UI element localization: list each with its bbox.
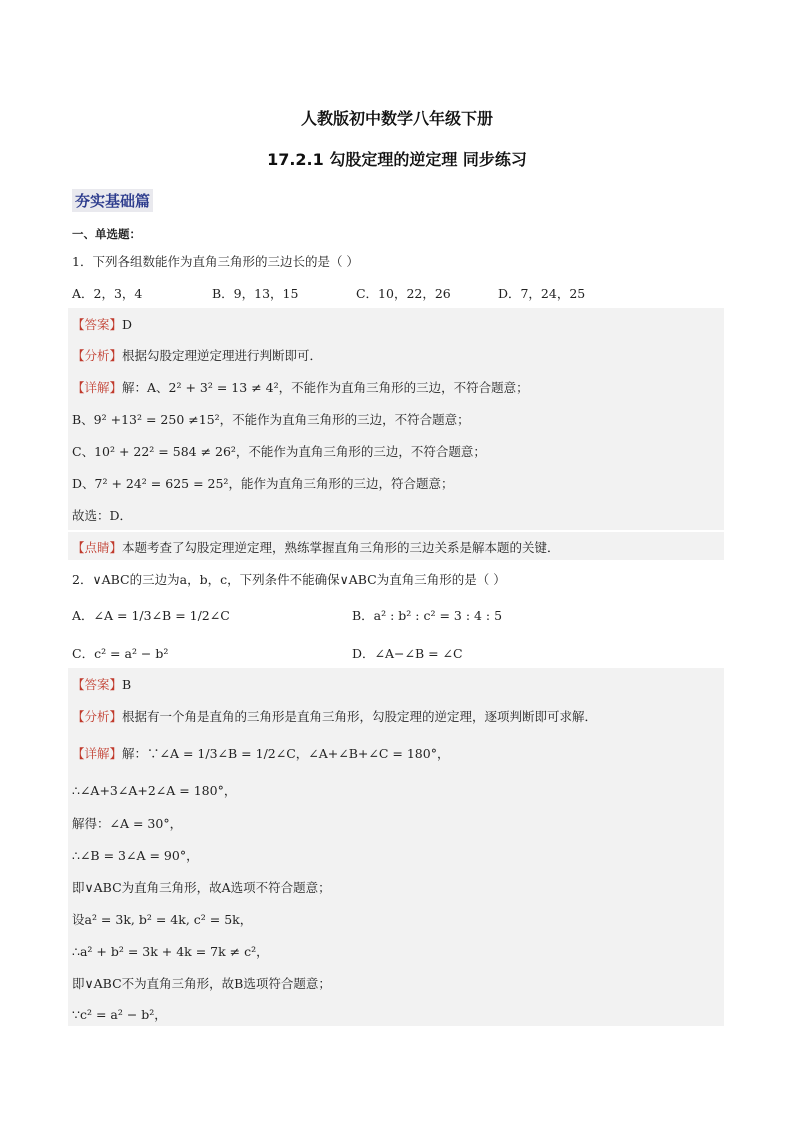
- q1-option-d: D．7，24，25: [497, 286, 586, 301]
- q1-analysis: 【分析】根据勾股定理逆定理进行判断即可．: [72, 348, 323, 363]
- q2-analysis: 【分析】根据有一个角是直角的三角形是直角三角形，勾股定理的逆定理，逐项判断即可求解．: [72, 709, 598, 724]
- question-1-options: [72, 284, 585, 302]
- question-2-stem: 2．∨ABC的三边为a，b，c，下列条件不能确保∨ABC为直角三角形的是（ ）: [72, 572, 506, 587]
- q2-detail-line: 设a² = 3k, b² = 4k, c² = 5k，: [72, 912, 253, 927]
- q1-answer: 【答案】D: [72, 317, 133, 332]
- document-subtitle: 17.2.1 勾股定理的逆定理 同步练习: [267, 150, 527, 169]
- q2-option-d: D．∠A−∠B = ∠C: [351, 646, 463, 661]
- part-label: 一、单选题：: [72, 227, 141, 241]
- q1-option-a: A．2，3，4: [72, 286, 143, 301]
- q2-detail-line: 即∨ABC不为直角三角形，故B选项符合题意；: [72, 976, 331, 991]
- q1-option-c: C．10，22，26: [355, 286, 451, 301]
- q2-detail-line: ∵c² = a² − b²，: [72, 1007, 167, 1022]
- question-2-options-row2: [72, 644, 463, 662]
- q2-detail-line: 【详解】解：∵∠A = 1/3∠B = 1/2∠C，∠A+∠B+∠C = 180°，: [72, 746, 450, 761]
- q2-detail-line: ∴a² + b² = 3k + 4k = 7k ≠ c²，: [72, 944, 269, 959]
- q1-comment: 【点睛】本题考查了勾股定理逆定理，熟练掌握直角三角形的三边关系是解本题的关键．: [72, 540, 560, 555]
- document-title: 人教版初中数学八年级下册: [300, 109, 493, 128]
- q2-detail-line: 解得：∠A = 30°，: [72, 816, 183, 831]
- q1-detail-line: 【详解】解：A、2² + 3² = 13 ≠ 4²，不能作为直角三角形的三边，不符合题意；: [72, 380, 529, 395]
- q1-detail-line: B、9² +13² = 250 ≠15²，不能作为直角三角形的三边，不符合题意；: [72, 412, 470, 427]
- q1-option-b: B．9，13，15: [211, 286, 299, 301]
- q1-detail-line: 故选：D．: [72, 508, 133, 523]
- q2-option-c: C．c² = a² − b²: [72, 646, 169, 661]
- section-label: 夯实基础篇: [72, 189, 153, 212]
- q2-answer: 【答案】B: [72, 677, 132, 692]
- q1-detail-line: C、10² + 22² = 584 ≠ 26²，不能作为直角三角形的三边，不符合题意；: [72, 444, 486, 459]
- question-1-stem: 1．下列各组数能作为直角三角形的三边长的是（ ）: [72, 254, 359, 269]
- q2-detail-line: ∴∠A+3∠A+2∠A = 180°，: [72, 783, 237, 798]
- q1-detail-line: D、7² + 24² = 625 = 25²，能作为直角三角形的三边，符合题意；: [72, 476, 454, 491]
- q2-detail-line: ∴∠B = 3∠A = 90°，: [72, 848, 199, 863]
- question-2-options-row1: [72, 606, 502, 624]
- q2-detail-line: 即∨ABC为直角三角形，故A选项不符合题意；: [72, 880, 331, 895]
- q2-option-a: A．∠A = 1/3∠B = 1/2∠C: [72, 608, 230, 623]
- q2-option-b: B．a² : b² : c² = 3 : 4 : 5: [351, 608, 503, 623]
